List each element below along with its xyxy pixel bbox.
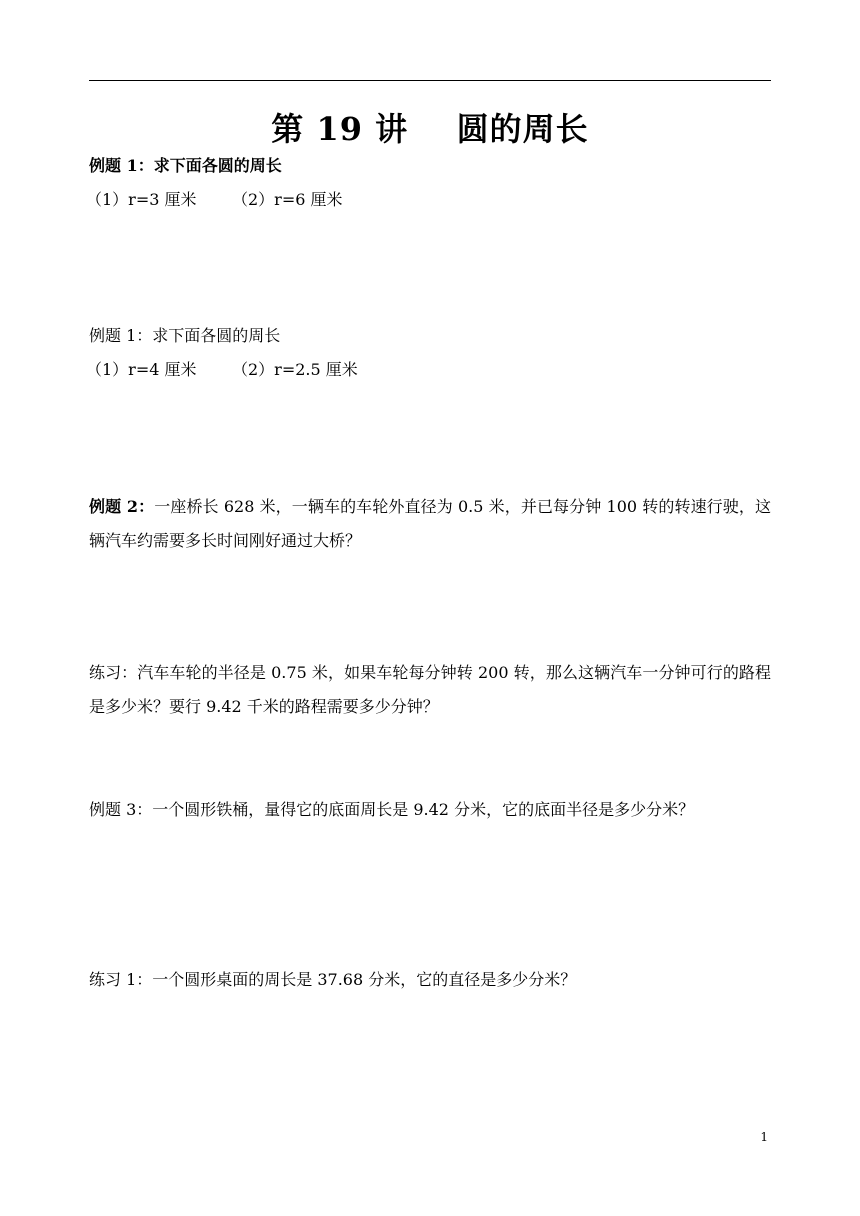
example-3: 例题 3：一个圆形铁桶，量得它的底面周长是 9.42 分米，它的底面半径是多少分米？ — [89, 800, 695, 819]
example-1-heading — [89, 156, 282, 176]
example-2-text: 一座桥长 628 米，一辆车的车轮外直径为 0.5 米，并已每分钟 100 转的转速行驶，这辆汽车约需要多长时间刚好通过大桥？ — [89, 497, 771, 550]
example-1-item-2: （2）r=6 厘米 — [232, 190, 343, 209]
practice-1-item-1: （1）r=4 厘米 — [86, 360, 197, 379]
practice-1-text: 求下面各圆的周长 — [152, 326, 281, 345]
example-2 — [89, 490, 771, 558]
practice-1-label: 例题 1： — [89, 326, 153, 345]
example-1-text: 求下面各圆的周长 — [153, 156, 282, 175]
example-2-label: 例题 2： — [89, 497, 155, 516]
page-number: 1 — [760, 1130, 768, 1144]
header-rule — [89, 80, 771, 81]
practice-2: 练习：汽车车轮的半径是 0.75 米，如果车轮每分钟转 200 转，那么这辆汽车一分钟可行的路程是多少米？要行 9.42 千米的路程需要多少分钟？ — [89, 663, 771, 716]
page-title: 第 19 讲 圆的周长 — [271, 110, 589, 148]
practice-3: 练习 1：一个圆形桌面的周长是 37.68 分米，它的直径是多少分米？ — [89, 970, 577, 989]
practice-1-heading — [89, 326, 280, 346]
example-1-item-1: （1）r=3 厘米 — [86, 190, 197, 209]
example-1-label: 例题 1： — [89, 156, 154, 175]
practice-1-item-2: （2）r=2.5 厘米 — [232, 360, 358, 379]
